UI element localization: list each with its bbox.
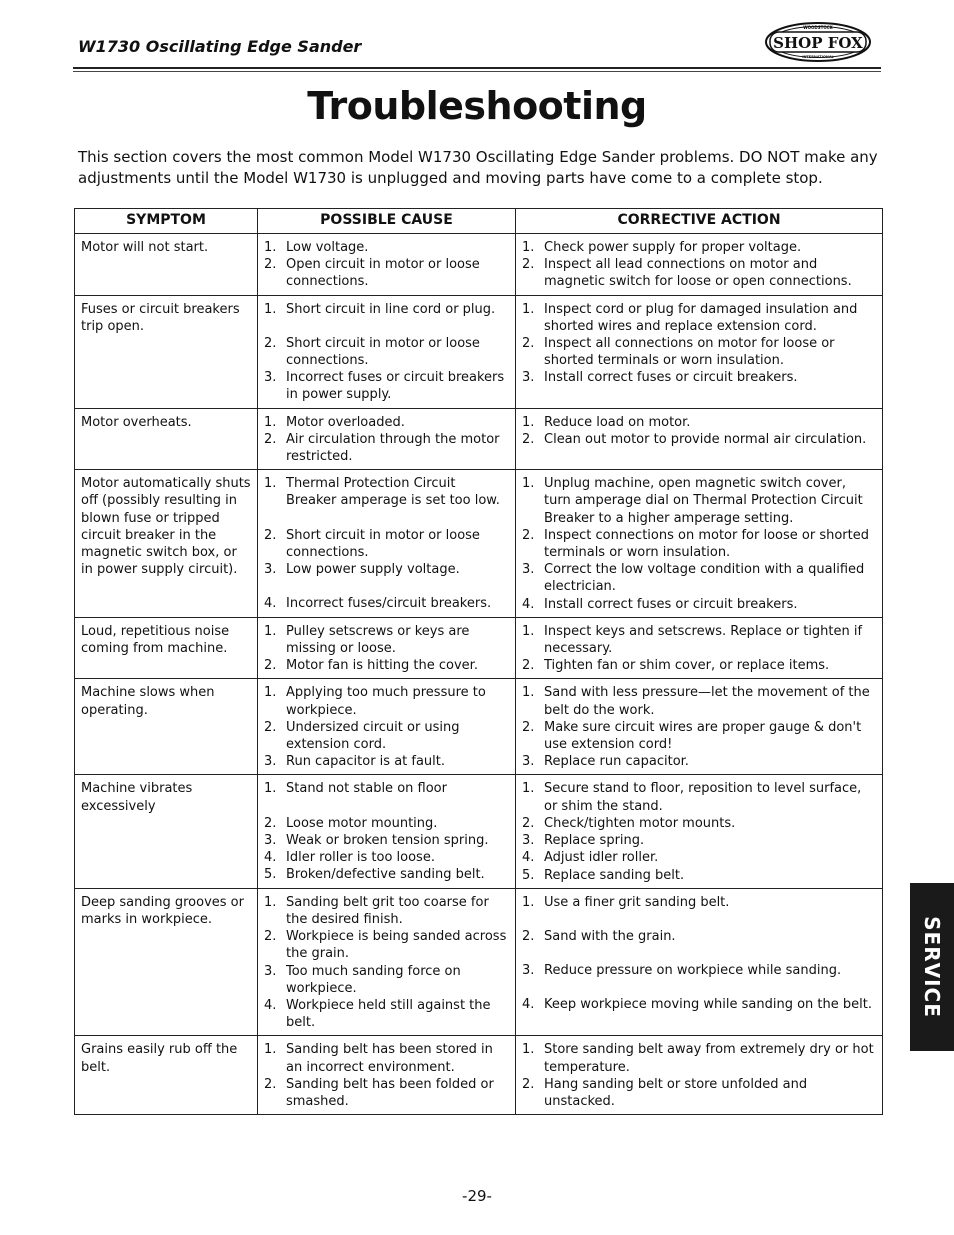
item-text: Inspect cord or plug for damaged insulation and shorted wires and replace extension cord. xyxy=(544,301,858,334)
list-item xyxy=(522,928,876,945)
item-text: Weak or broken tension spring. xyxy=(286,832,489,848)
item-text: Sanding belt has been stored in an incorrect environment. xyxy=(286,1042,493,1075)
cause-cell xyxy=(258,295,516,408)
item-spacer xyxy=(522,945,876,962)
header-title: W1730 Oscillating Edge Sander xyxy=(78,37,362,56)
table-header-row xyxy=(75,209,883,234)
table-row xyxy=(75,470,883,618)
item-number: 2. xyxy=(264,929,277,945)
item-number: 4. xyxy=(264,596,277,612)
list-item xyxy=(264,475,509,509)
item-text: Too much sanding force on workpiece. xyxy=(286,963,461,996)
list-item xyxy=(522,962,876,979)
list-item xyxy=(264,684,509,718)
item-text: Air circulation through the motor restricted. xyxy=(286,431,500,465)
item-number: 1. xyxy=(264,240,277,255)
item-number: 2. xyxy=(522,719,535,735)
list-item xyxy=(264,832,509,849)
list-item xyxy=(264,335,509,369)
item-text: Install correct fuses or circuit breakers. xyxy=(544,596,798,612)
list-item xyxy=(522,335,876,369)
item-text: Replace spring. xyxy=(544,833,645,849)
table-row xyxy=(75,775,883,888)
table-row xyxy=(75,234,883,296)
item-text: Short circuit in motor or loose connections. xyxy=(286,527,480,560)
cause-list xyxy=(264,1041,509,1110)
symptom-cell: Motor will not start. xyxy=(75,234,258,296)
cause-cell xyxy=(258,408,516,470)
item-text: Reduce pressure on workpiece while sanding. xyxy=(544,963,842,979)
header-symptom: SYMPTOM xyxy=(75,209,258,234)
item-text: Open circuit in motor or loose connections. xyxy=(286,257,480,290)
item-number: 1. xyxy=(264,301,277,317)
item-text: Low power supply voltage. xyxy=(286,562,460,578)
action-list xyxy=(522,684,876,770)
item-text: Inspect connections on motor for loose or shorted terminals or worn insulation. xyxy=(544,527,869,561)
action-list xyxy=(522,780,876,883)
item-text: Reduce load on motor. xyxy=(544,414,691,430)
item-text: Loose motor mounting. xyxy=(286,815,438,831)
list-item xyxy=(264,1076,509,1110)
symptom-cell: Loud, repetitious noise coming from machine. xyxy=(75,617,258,679)
item-number: 1. xyxy=(522,894,535,910)
cause-cell xyxy=(258,888,516,1036)
action-cell xyxy=(516,295,883,408)
item-text: Replace sanding belt. xyxy=(544,867,685,883)
item-number: 3. xyxy=(522,562,535,578)
action-list xyxy=(522,301,876,387)
list-item xyxy=(264,623,509,657)
item-number: 2. xyxy=(522,815,535,831)
item-number: 4. xyxy=(522,850,535,866)
item-number: 2. xyxy=(264,335,277,351)
list-item xyxy=(264,561,509,578)
item-number: 4. xyxy=(264,850,277,866)
item-number: 1. xyxy=(264,685,277,701)
item-number: 1. xyxy=(264,1042,277,1058)
action-cell xyxy=(516,617,883,679)
page-title: Troubleshooting xyxy=(307,84,647,128)
list-item xyxy=(264,894,509,928)
item-number: 1. xyxy=(264,476,277,492)
list-item xyxy=(522,849,876,866)
item-spacer xyxy=(264,318,509,335)
cause-cell xyxy=(258,1036,516,1115)
cause-cell xyxy=(258,679,516,775)
item-number: 1. xyxy=(264,894,277,910)
list-item xyxy=(522,894,876,911)
item-text: Replace run capacitor. xyxy=(544,754,689,770)
item-text: Workpiece held still against the belt. xyxy=(286,997,491,1031)
item-text: Stand not stable on floor xyxy=(286,781,447,797)
cause-cell xyxy=(258,470,516,618)
item-text: Sanding belt grit too coarse for the desired finish. xyxy=(286,894,489,927)
item-text: Use a finer grit sanding belt. xyxy=(544,894,730,910)
item-number: 2. xyxy=(522,336,535,352)
cause-list xyxy=(264,894,509,1032)
cause-list xyxy=(264,780,509,883)
item-number: 5. xyxy=(264,867,277,883)
list-item xyxy=(264,527,509,561)
item-number: 2. xyxy=(264,815,277,831)
item-number: 1. xyxy=(522,685,535,701)
list-item xyxy=(522,239,876,256)
item-text: Thermal Protection Circuit Breaker amperage is set too low. xyxy=(286,476,500,509)
list-item xyxy=(522,832,876,849)
item-text: Check/tighten motor mounts. xyxy=(544,815,736,831)
item-number: 2. xyxy=(522,1076,535,1092)
item-text: Inspect keys and setscrews. Replace or tighten if necessary. xyxy=(544,623,863,657)
list-item xyxy=(522,431,876,448)
item-number: 1. xyxy=(264,781,277,797)
item-number: 1. xyxy=(264,414,277,430)
list-item xyxy=(522,1076,876,1110)
item-spacer xyxy=(264,798,509,815)
item-text: Motor fan is hitting the cover. xyxy=(286,658,478,674)
service-tab-label: SERVICE xyxy=(920,916,944,1018)
item-number: 3. xyxy=(522,754,535,770)
item-text: Secure stand to floor, reposition to level surface, or shim the stand. xyxy=(544,781,862,814)
item-text: Idler roller is too loose. xyxy=(286,850,435,866)
cause-list xyxy=(264,623,509,675)
item-text: Keep workpiece moving while sanding on the belt. xyxy=(544,997,872,1013)
item-number: 3. xyxy=(522,833,535,849)
list-item xyxy=(264,849,509,866)
item-number: 3. xyxy=(522,370,535,386)
item-number: 4. xyxy=(522,596,535,612)
item-text: Install correct fuses or circuit breakers. xyxy=(544,370,798,386)
item-number: 2. xyxy=(264,257,277,273)
item-number: 2. xyxy=(264,719,277,735)
item-spacer xyxy=(264,510,509,527)
item-number: 1. xyxy=(522,301,535,317)
list-item xyxy=(522,657,876,674)
item-text: Adjust idler roller. xyxy=(544,850,659,866)
list-item xyxy=(522,867,876,884)
action-cell xyxy=(516,775,883,888)
item-number: 3. xyxy=(264,562,277,578)
item-number: 2. xyxy=(522,527,535,543)
symptom-cell: Fuses or circuit breakers trip open. xyxy=(75,295,258,408)
list-item xyxy=(522,623,876,657)
item-text: Low voltage. xyxy=(286,240,369,255)
intro-paragraph: This section covers the most common Model W1730 Oscillating Edge Sander problems. DO NOT make any adjustments until the Model W1730 is unplugged and moving parts have come to a complete stop. xyxy=(78,148,878,187)
list-item xyxy=(522,475,876,527)
item-text: Sand with the grain. xyxy=(544,928,676,944)
item-number: 3. xyxy=(264,963,277,979)
list-item xyxy=(264,753,509,770)
item-text: Short circuit in line cord or plug. xyxy=(286,301,496,317)
action-cell xyxy=(516,470,883,618)
action-cell xyxy=(516,1036,883,1115)
list-item xyxy=(264,595,509,612)
item-spacer xyxy=(522,979,876,996)
cause-list xyxy=(264,239,509,291)
action-list xyxy=(522,894,876,1014)
list-item xyxy=(522,369,876,386)
action-list xyxy=(522,414,876,448)
list-item xyxy=(522,780,876,814)
symptom-cell: Grains easily rub off the belt. xyxy=(75,1036,258,1115)
list-item xyxy=(264,414,509,431)
item-number: 2. xyxy=(264,527,277,543)
item-number: 1. xyxy=(264,623,277,639)
list-item xyxy=(264,997,509,1031)
list-item xyxy=(522,1041,876,1075)
list-item xyxy=(522,753,876,770)
symptom-cell: Deep sanding grooves or marks in workpiece. xyxy=(75,888,258,1036)
action-list xyxy=(522,623,876,675)
logo-subtext-bottom: INTERNATIONAL xyxy=(802,55,834,59)
list-item xyxy=(522,596,876,613)
symptom-cell: Machine vibrates excessively xyxy=(75,775,258,888)
item-text: Unplug machine, open magnetic switch cover, turn amperage dial on Thermal Protection Circuit Breaker to a higher amperage setting. xyxy=(544,476,863,526)
list-item xyxy=(264,369,509,403)
logo-text: SHOP FOX xyxy=(773,34,863,52)
item-number: 5. xyxy=(522,867,535,883)
cause-cell xyxy=(258,234,516,296)
item-spacer xyxy=(522,911,876,928)
item-number: 3. xyxy=(264,754,277,770)
symptom-cell: Motor overheats. xyxy=(75,408,258,470)
list-item xyxy=(522,815,876,832)
item-text: Inspect all lead connections on motor and magnetic switch for loose or open connections. xyxy=(544,257,852,290)
item-text: Store sanding belt away from extremely dry or hot temperature. xyxy=(544,1042,874,1075)
table-row xyxy=(75,408,883,470)
cause-cell xyxy=(258,617,516,679)
list-item xyxy=(264,815,509,832)
item-number: 2. xyxy=(522,257,535,273)
item-text: Clean out motor to provide normal air circulation. xyxy=(544,431,867,447)
service-tab xyxy=(910,883,954,1051)
shop-fox-logo xyxy=(764,21,872,63)
action-cell xyxy=(516,408,883,470)
item-text: Pulley setscrews or keys are missing or loose. xyxy=(286,623,470,657)
list-item xyxy=(264,239,509,256)
header-possible-cause: POSSIBLE CAUSE xyxy=(258,209,516,234)
list-item xyxy=(264,301,509,318)
list-item xyxy=(522,527,876,561)
symptom-cell: Motor automatically shuts off (possibly resulting in blown fuse or tripped circuit breaker in the magnetic switch box, or in power supply circuit). xyxy=(75,470,258,618)
item-number: 3. xyxy=(522,963,535,979)
cause-list xyxy=(264,414,509,466)
item-text: Short circuit in motor or loose connections. xyxy=(286,335,480,369)
list-item xyxy=(264,866,509,883)
item-text: Broken/defective sanding belt. xyxy=(286,867,485,883)
item-text: Incorrect fuses/circuit breakers. xyxy=(286,596,492,612)
item-text: Hang sanding belt or store unfolded and unstacked. xyxy=(544,1076,808,1109)
item-spacer xyxy=(264,578,509,595)
list-item xyxy=(522,684,876,718)
table-row xyxy=(75,679,883,775)
header-rule-thin xyxy=(73,71,881,72)
item-text: Sand with less pressure—let the movement of the belt do the work. xyxy=(544,685,870,718)
action-list xyxy=(522,239,876,291)
item-number: 4. xyxy=(522,997,535,1013)
list-item xyxy=(522,996,876,1013)
item-number: 3. xyxy=(264,370,277,386)
item-text: Undersized circuit or using extension cord. xyxy=(286,719,460,753)
item-text: Make sure circuit wires are proper gauge & don't use extension cord! xyxy=(544,719,862,753)
item-number: 2. xyxy=(522,658,535,674)
table-row xyxy=(75,888,883,1036)
list-item xyxy=(264,256,509,290)
item-number: 2. xyxy=(264,431,277,447)
table-body xyxy=(75,234,883,1115)
cause-list xyxy=(264,475,509,612)
item-number: 1. xyxy=(522,781,535,797)
item-number: 2. xyxy=(522,431,535,447)
list-item xyxy=(264,657,509,674)
list-item xyxy=(264,1041,509,1075)
action-cell xyxy=(516,888,883,1036)
item-number: 2. xyxy=(264,658,277,674)
action-list xyxy=(522,1041,876,1110)
list-item xyxy=(522,719,876,753)
cause-cell xyxy=(258,775,516,888)
item-text: Motor overloaded. xyxy=(286,414,405,430)
item-text: Run capacitor is at fault. xyxy=(286,754,446,770)
list-item xyxy=(264,963,509,997)
item-number: 1. xyxy=(522,476,535,492)
troubleshooting-table xyxy=(74,208,883,1115)
list-item xyxy=(264,928,509,962)
item-text: Workpiece is being sanded across the grain. xyxy=(286,929,507,962)
item-number: 1. xyxy=(522,414,535,430)
list-item xyxy=(264,719,509,753)
item-text: Incorrect fuses or circuit breakers in power supply. xyxy=(286,370,505,403)
item-number: 4. xyxy=(264,997,277,1013)
list-item xyxy=(522,256,876,290)
item-number: 2. xyxy=(264,1076,277,1092)
table-row xyxy=(75,1036,883,1115)
logo-subtext-top: WOODSTOCK xyxy=(803,25,833,30)
item-text: Check power supply for proper voltage. xyxy=(544,240,802,255)
item-text: Correct the low voltage condition with a qualified electrician. xyxy=(544,562,865,595)
header-rule xyxy=(73,67,881,69)
list-item xyxy=(522,561,876,595)
list-item xyxy=(522,414,876,431)
item-number: 1. xyxy=(522,240,535,255)
item-number: 1. xyxy=(522,1042,535,1058)
item-text: Applying too much pressure to workpiece. xyxy=(286,685,486,718)
action-list xyxy=(522,475,876,613)
list-item xyxy=(522,301,876,335)
item-text: Sanding belt has been folded or smashed. xyxy=(286,1076,494,1109)
page-number: -29- xyxy=(462,1187,492,1205)
item-number: 3. xyxy=(264,832,277,848)
item-text: Tighten fan or shim cover, or replace items. xyxy=(544,658,830,674)
action-cell xyxy=(516,234,883,296)
cause-list xyxy=(264,301,509,404)
symptom-cell: Machine slows when operating. xyxy=(75,679,258,775)
table-row xyxy=(75,617,883,679)
item-number: 2. xyxy=(522,928,535,944)
action-cell xyxy=(516,679,883,775)
list-item xyxy=(264,431,509,465)
item-number: 1. xyxy=(522,623,535,639)
header-corrective-action: CORRECTIVE ACTION xyxy=(516,209,883,234)
list-item xyxy=(264,780,509,797)
table-row xyxy=(75,295,883,408)
item-text: Inspect all connections on motor for loose or shorted terminals or worn insulation. xyxy=(544,336,835,369)
cause-list xyxy=(264,684,509,770)
